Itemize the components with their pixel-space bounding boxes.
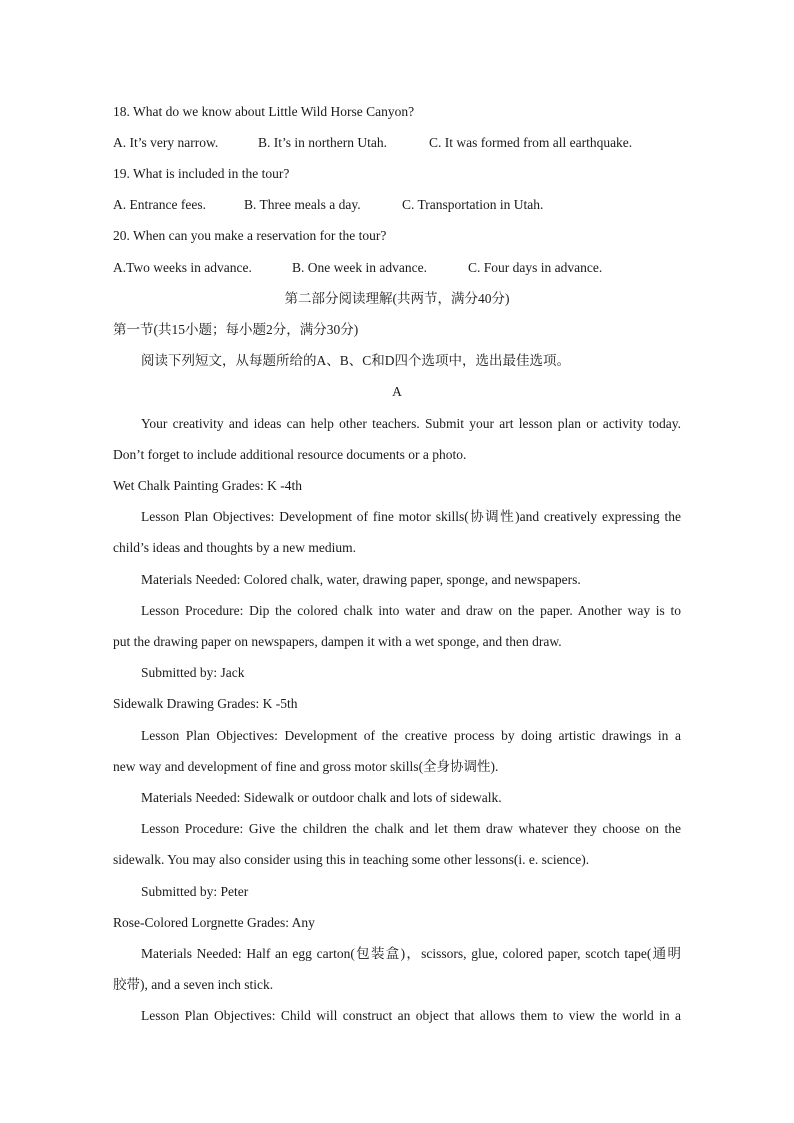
q20-option-c: C. Four days in advance.: [468, 260, 603, 275]
section1-heading: 第一节(共15小题；每小题2分，满分30分): [113, 322, 359, 337]
question-19-stem: 19. What is included in the tour?: [113, 166, 290, 181]
plan1-materials: Materials Needed: Colored chalk, water, drawing paper, sponge, and newspapers.: [141, 572, 581, 587]
q20-option-b: B. One week in advance.: [292, 260, 427, 275]
question-19-options: [113, 195, 681, 215]
plan1-procedure-line-2: put the drawing paper on newspapers, dampen it with a wet sponge, and then draw.: [113, 634, 562, 649]
plan3-materials-line-2: 胶带), and a seven inch stick.: [113, 977, 274, 992]
question-18-options: [113, 133, 681, 153]
intro-line-2: Don’t forget to include additional resource documents or a photo.: [113, 447, 467, 462]
plan1-submitted: Submitted by: Jack: [141, 665, 245, 680]
plan2-procedure-line-2: sidewalk. You may also consider using this in teaching some other lessons(i. e. science).: [113, 852, 590, 867]
q19-option-c: C. Transportation in Utah.: [402, 197, 544, 212]
plan3-objectives-line-1: Lesson Plan Objectives: Child will construct an object that allows them to view the world in a: [141, 1008, 681, 1023]
plan1-procedure-line-1: Lesson Procedure: Dip the colored chalk into water and draw on the paper. Another way is to: [141, 603, 681, 618]
q19-option-b: B. Three meals a day.: [244, 197, 361, 212]
plan2-materials: Materials Needed: Sidewalk or outdoor chalk and lots of sidewalk.: [141, 790, 502, 805]
question-20-stem: 20. When can you make a reservation for the tour?: [113, 228, 387, 243]
plan2-title: Sidewalk Drawing Grades: K -5th: [113, 696, 298, 711]
q20-option-a: A.Two weeks in advance.: [113, 260, 252, 275]
question-18-stem: 18. What do we know about Little Wild Horse Canyon?: [113, 104, 415, 119]
section1-instruction: 阅读下列短文，从每题所给的A、B、C和D四个选项中，选出最佳选项。: [141, 353, 571, 368]
passage-label: A: [392, 384, 402, 399]
plan2-submitted: Submitted by: Peter: [141, 884, 249, 899]
intro-line-1: Your creativity and ideas can help other teachers. Submit your art lesson plan or activity today.: [141, 416, 681, 431]
q18-option-a: A. It’s very narrow.: [113, 135, 219, 150]
q18-option-b: B. It’s in northern Utah.: [258, 135, 387, 150]
part2-heading: 第二部分阅读理解(共两节，满分40分): [284, 291, 510, 306]
q18-option-c: C. It was formed from all earthquake.: [429, 135, 633, 150]
plan1-objectives-line-1: Lesson Plan Objectives: Development of fine motor skills(协调性)and creatively expressing the: [141, 509, 681, 524]
plan2-objectives-line-2: new way and development of fine and gross motor skills(全身协调性).: [113, 759, 499, 774]
plan3-materials-line-1: Materials Needed: Half an egg carton(包装盒)，scissors, glue, colored paper, scotch tape(通明: [141, 946, 681, 961]
plan2-procedure-line-1: Lesson Procedure: Give the children the chalk and let them draw whatever they choose on the: [141, 821, 681, 836]
plan1-objectives-line-2: child’s ideas and thoughts by a new medium.: [113, 540, 356, 555]
plan1-title: Wet Chalk Painting Grades: K -4th: [113, 478, 303, 493]
q19-option-a: A. Entrance fees.: [113, 197, 206, 212]
question-20-options: [113, 258, 681, 278]
plan2-objectives-line-1: Lesson Plan Objectives: Development of the creative process by doing artistic drawings in a: [141, 728, 681, 743]
plan3-title: Rose-Colored Lorgnette Grades: Any: [113, 915, 315, 930]
